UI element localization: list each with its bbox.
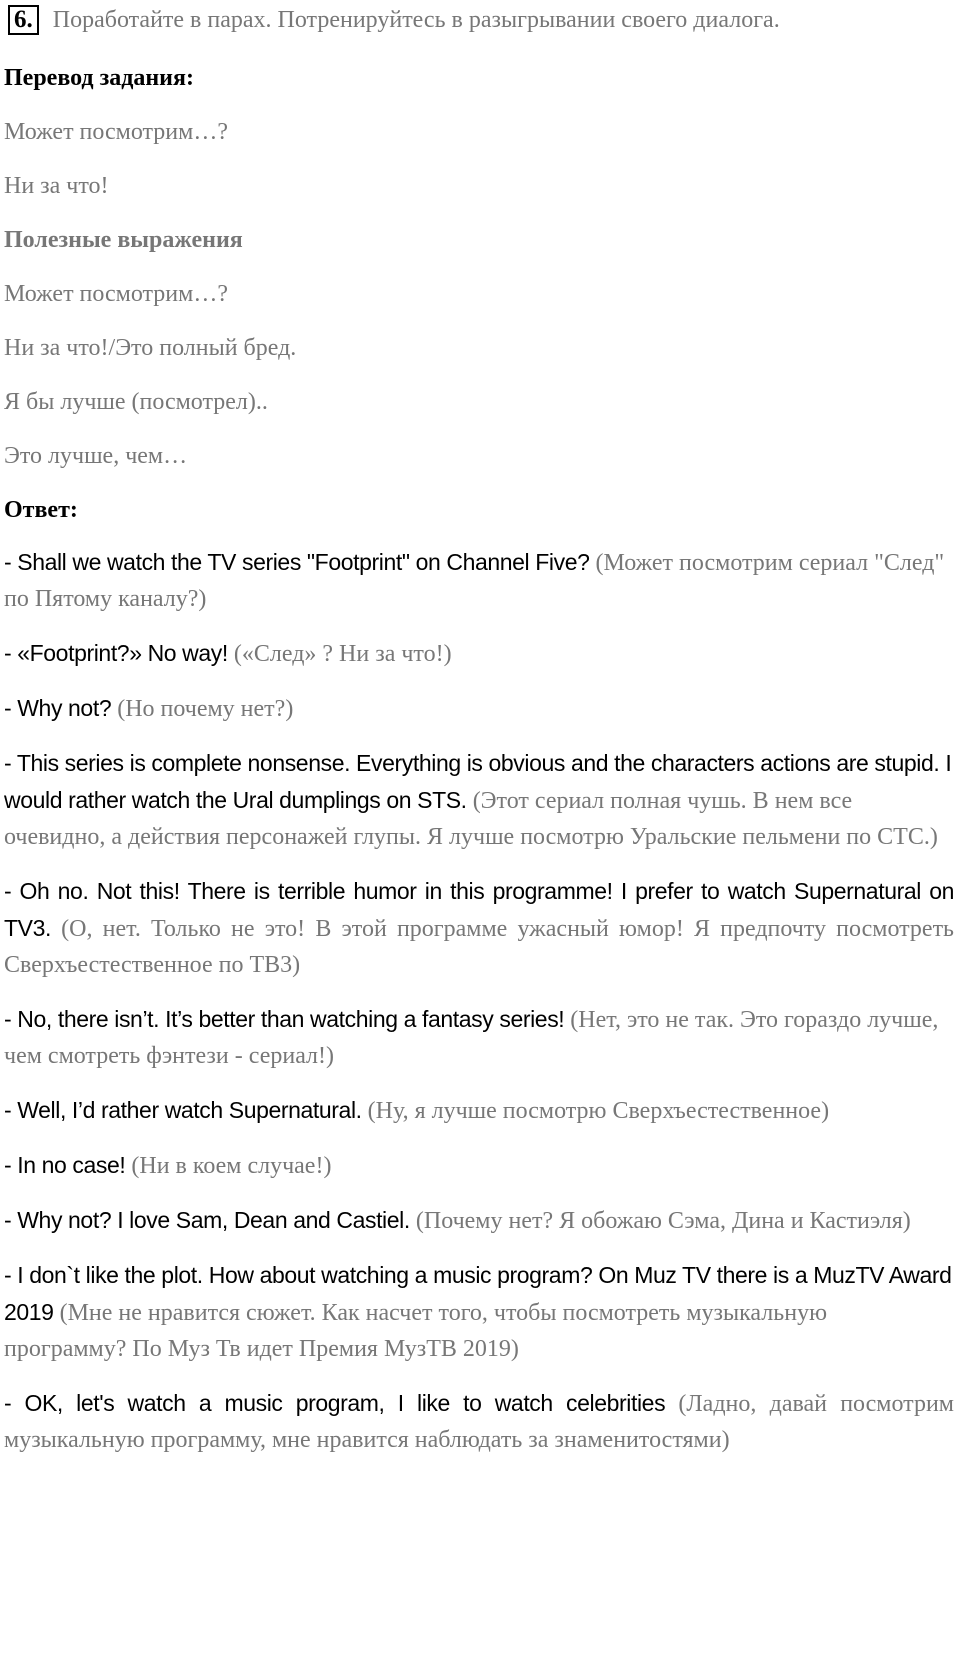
dialogue-russian: (Может посмотрим сериал "След" по Пятому каналу?) bbox=[4, 550, 945, 612]
phrase-line: Может посмотрим…? bbox=[4, 281, 228, 307]
dialogue-line bbox=[4, 635, 954, 672]
document-page bbox=[4, 0, 954, 1458]
dialogue-line bbox=[4, 1385, 954, 1458]
answer-heading: Ответ: bbox=[4, 497, 78, 523]
dialogue-line bbox=[4, 1001, 954, 1074]
dialogue-line bbox=[4, 1147, 954, 1184]
dialogue-russian: («След» ? Ни за что!) bbox=[233, 641, 452, 667]
dialogue-english: - Why not? I love Sam, Dean and Castiel. bbox=[4, 1207, 410, 1233]
task-header bbox=[4, 0, 954, 40]
dialogue-russian: (Ни в коем случае!) bbox=[131, 1153, 332, 1179]
translation-line: Может посмотрим…? bbox=[4, 119, 228, 145]
dialogue-english: - Why not? bbox=[4, 695, 112, 721]
dialogue-russian: (О, нет. Только не это! В этой программе ужасный юмор! Я предпочту посмотреть Сверхъестественное по ТВ3) bbox=[4, 916, 955, 978]
dialogue-english: - This series is complete nonsense. Everything is obvious and the characters actions are stupid. I would rather watch the Ural dumplings on STS. bbox=[4, 750, 952, 813]
dialogue-line bbox=[4, 690, 954, 727]
dialogue-english: - «Footprint?» No way! bbox=[4, 640, 228, 666]
dialogue-english: - In no case! bbox=[4, 1152, 126, 1178]
dialogue-english: - Well, I’d rather watch Supernatural. bbox=[4, 1097, 362, 1123]
dialogue-russian: (Нет, это не так. Это гораздо лучше, чем смотреть фэнтези - сериал!) bbox=[4, 1007, 939, 1069]
dialogue-line bbox=[4, 873, 954, 983]
dialogue-english: - I don`t like the plot. How about watching a music program? On Muz TV there is a MuzTV Award 2019 bbox=[4, 1262, 952, 1325]
dialogue-english: - No, there isn’t. It’s better than watching a fantasy series! bbox=[4, 1006, 565, 1032]
dialogue-line bbox=[4, 1257, 954, 1367]
dialogue-russian: (Но почему нет?) bbox=[117, 696, 294, 722]
phrase-line: Ни за что!/Это полный бред. bbox=[4, 335, 297, 361]
dialogue-line bbox=[4, 745, 954, 855]
dialogue-line bbox=[4, 1202, 954, 1239]
dialogue-russian: (Почему нет? Я обожаю Сэма, Дина и Кастиэля) bbox=[415, 1208, 911, 1234]
dialogue-line bbox=[4, 1092, 954, 1129]
dialogue-russian: (Мне не нравится сюжет. Как насчет того, чтобы посмотреть музыкальную программу? По Муз Тв идет Премия МузТВ 2019) bbox=[4, 1300, 827, 1362]
task-number-badge: 6. bbox=[8, 5, 39, 35]
task-text: Поработайте в парах. Потренируйтесь в разыгрывании своего диалога. bbox=[52, 6, 780, 33]
phrases-heading: Полезные выражения bbox=[4, 227, 243, 253]
dialogue-english: - OK, let's watch a music program, I like to watch celebrities bbox=[4, 1390, 666, 1416]
dialogue-line bbox=[4, 544, 954, 617]
dialogue-english: - Shall we watch the TV series "Footprint" on Channel Five? bbox=[4, 549, 590, 575]
phrase-line: Это лучше, чем… bbox=[4, 443, 188, 469]
dialogue-russian: (Этот сериал полная чушь. В нем все очевидно, а действия персонажей глупы. Я лучше посмотрю Уральские пельмени по СТС.) bbox=[4, 788, 938, 850]
translation-heading: Перевод задания: bbox=[4, 65, 194, 91]
dialogue-russian: (Ну, я лучше посмотрю Сверхъестественное) bbox=[367, 1098, 830, 1124]
dialogue-english: - Oh no. Not this! There is terrible humor in this programme! I prefer to watch Supernatural on TV3. bbox=[4, 878, 954, 941]
dialogue-russian: (Ладно, давай посмотрим музыкальную программу, мне нравится наблюдать за знаменитостями) bbox=[4, 1391, 954, 1453]
phrase-line: Я бы лучше (посмотрел).. bbox=[4, 389, 268, 415]
translation-line: Ни за что! bbox=[4, 173, 109, 199]
